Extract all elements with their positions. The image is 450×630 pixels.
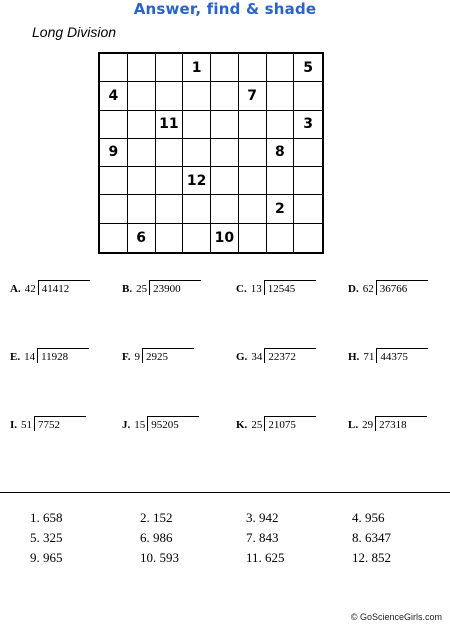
- problem-label: E.: [10, 351, 21, 363]
- division-problem: [348, 280, 428, 295]
- grid-cell[interactable]: [267, 167, 295, 195]
- grid-cell[interactable]: [239, 139, 267, 167]
- answer-item: 9. 965: [30, 550, 63, 565]
- answer-item: 1. 658: [30, 510, 63, 525]
- grid-cell[interactable]: [128, 82, 156, 110]
- grid-cell[interactable]: 1: [183, 54, 211, 82]
- problem-dividend: 2925: [142, 348, 194, 363]
- grid-cell[interactable]: 3: [294, 111, 322, 139]
- grid-cell[interactable]: 12: [183, 167, 211, 195]
- grid-cell[interactable]: [156, 139, 184, 167]
- division-problem: [122, 348, 194, 363]
- problem-dividend: 12545: [264, 280, 316, 295]
- problem-dividend: 44375: [376, 348, 428, 363]
- answer-item: 7. 843: [246, 530, 279, 545]
- section-subtitle: Long Division: [32, 24, 117, 40]
- division-problem: [10, 416, 86, 431]
- grid-cell[interactable]: [294, 167, 322, 195]
- answer-item: 4. 956: [352, 510, 385, 525]
- division-problem: [236, 416, 316, 431]
- problem-label: J.: [122, 419, 131, 431]
- division-problem: [10, 280, 90, 295]
- answer-item: 11. 625: [246, 550, 285, 565]
- grid-cell[interactable]: [211, 82, 239, 110]
- problem-divisor: 42: [24, 283, 36, 295]
- problem-label: K.: [236, 419, 248, 431]
- problem-divisor: 13: [250, 283, 262, 295]
- grid-cell[interactable]: [156, 54, 184, 82]
- grid-cell[interactable]: 11: [156, 111, 184, 139]
- problem-divisor: 51: [21, 419, 33, 431]
- answer-item: 5. 325: [30, 530, 63, 545]
- problem-divisor: 25: [136, 283, 148, 295]
- grid-cell[interactable]: [128, 54, 156, 82]
- problem-divisor: 14: [24, 351, 36, 363]
- problem-dividend: 95205: [147, 416, 199, 431]
- grid-cell[interactable]: 8: [267, 139, 295, 167]
- grid-cell[interactable]: [183, 195, 211, 223]
- grid-cell[interactable]: 5: [294, 54, 322, 82]
- grid-cell[interactable]: [239, 224, 267, 252]
- problem-label: H.: [348, 351, 360, 363]
- grid-cell[interactable]: [267, 82, 295, 110]
- problem-label: B.: [122, 283, 133, 295]
- problem-label: C.: [236, 283, 247, 295]
- problem-divisor: 9: [134, 351, 140, 363]
- division-problem: [10, 348, 89, 363]
- grid-cell[interactable]: 4: [100, 82, 128, 110]
- problem-label: A.: [10, 283, 21, 295]
- grid-cell[interactable]: [267, 54, 295, 82]
- grid-cell[interactable]: [211, 111, 239, 139]
- problem-divisor: 34: [251, 351, 263, 363]
- grid-cell[interactable]: [156, 195, 184, 223]
- grid-cell[interactable]: [294, 82, 322, 110]
- grid-cell[interactable]: [294, 139, 322, 167]
- grid-cell[interactable]: [128, 167, 156, 195]
- grid-cell[interactable]: [294, 224, 322, 252]
- grid-cell[interactable]: [267, 111, 295, 139]
- answer-item: 12. 852: [352, 550, 391, 565]
- division-problem: [348, 416, 427, 431]
- grid-cell[interactable]: [239, 54, 267, 82]
- problem-divisor: 15: [134, 419, 146, 431]
- grid-cell[interactable]: [183, 111, 211, 139]
- problem-dividend: 27318: [375, 416, 427, 431]
- grid-cell[interactable]: 9: [100, 139, 128, 167]
- problem-label: F.: [122, 351, 131, 363]
- division-problem: [236, 280, 316, 295]
- answer-item: 2. 152: [140, 510, 173, 525]
- problem-dividend: 22372: [264, 348, 316, 363]
- division-problem: [348, 348, 428, 363]
- grid-cell[interactable]: [211, 167, 239, 195]
- grid-cell[interactable]: [100, 54, 128, 82]
- answer-item: 6. 986: [140, 530, 173, 545]
- division-problem: [122, 416, 199, 431]
- grid-cell[interactable]: [239, 167, 267, 195]
- division-problem: [236, 348, 316, 363]
- problem-dividend: 36766: [376, 280, 428, 295]
- page-title: Answer, find & shade: [133, 0, 317, 18]
- grid-cell[interactable]: 10: [211, 224, 239, 252]
- problem-label: G.: [236, 351, 248, 363]
- problem-dividend: 21075: [264, 416, 316, 431]
- grid-cell[interactable]: [128, 111, 156, 139]
- grid-cell[interactable]: [156, 82, 184, 110]
- divider: [0, 492, 450, 493]
- grid-cell[interactable]: [100, 167, 128, 195]
- answer-item: 3. 942: [246, 510, 279, 525]
- grid-cell[interactable]: [183, 139, 211, 167]
- problem-label: D.: [348, 283, 359, 295]
- problem-divisor: 62: [362, 283, 374, 295]
- problem-divisor: 29: [362, 419, 374, 431]
- problem-label: I.: [10, 419, 18, 431]
- problem-dividend: 7752: [34, 416, 86, 431]
- grid-cell[interactable]: [100, 224, 128, 252]
- answer-item: 10. 593: [140, 550, 179, 565]
- grid-cell[interactable]: [183, 82, 211, 110]
- grid-cell[interactable]: [100, 195, 128, 223]
- grid-cell[interactable]: 6: [128, 224, 156, 252]
- copyright-text: © GoScienceGirls.com: [350, 612, 442, 622]
- grid-cell[interactable]: 7: [239, 82, 267, 110]
- grid-cell[interactable]: [211, 195, 239, 223]
- problem-dividend: 11928: [37, 348, 89, 363]
- grid-cell[interactable]: [239, 111, 267, 139]
- grid-cell[interactable]: [239, 195, 267, 223]
- problem-divisor: 71: [363, 351, 375, 363]
- division-problem: [122, 280, 201, 295]
- problem-dividend: 23900: [149, 280, 201, 295]
- grid-cell[interactable]: [211, 139, 239, 167]
- grid-cell[interactable]: [100, 111, 128, 139]
- grid-cell[interactable]: [211, 54, 239, 82]
- problem-divisor: 25: [251, 419, 263, 431]
- grid-cell[interactable]: [128, 139, 156, 167]
- problem-dividend: 41412: [38, 280, 90, 295]
- grid-cell[interactable]: [156, 167, 184, 195]
- grid-cell[interactable]: [128, 195, 156, 223]
- answer-item: 8. 6347: [352, 530, 391, 545]
- grid-cell[interactable]: [156, 224, 184, 252]
- grid-cell[interactable]: [294, 195, 322, 223]
- grid-cell[interactable]: [267, 224, 295, 252]
- problem-label: L.: [348, 419, 359, 431]
- grid-cell[interactable]: [183, 224, 211, 252]
- shading-grid: [98, 52, 324, 254]
- grid-cell[interactable]: 2: [267, 195, 295, 223]
